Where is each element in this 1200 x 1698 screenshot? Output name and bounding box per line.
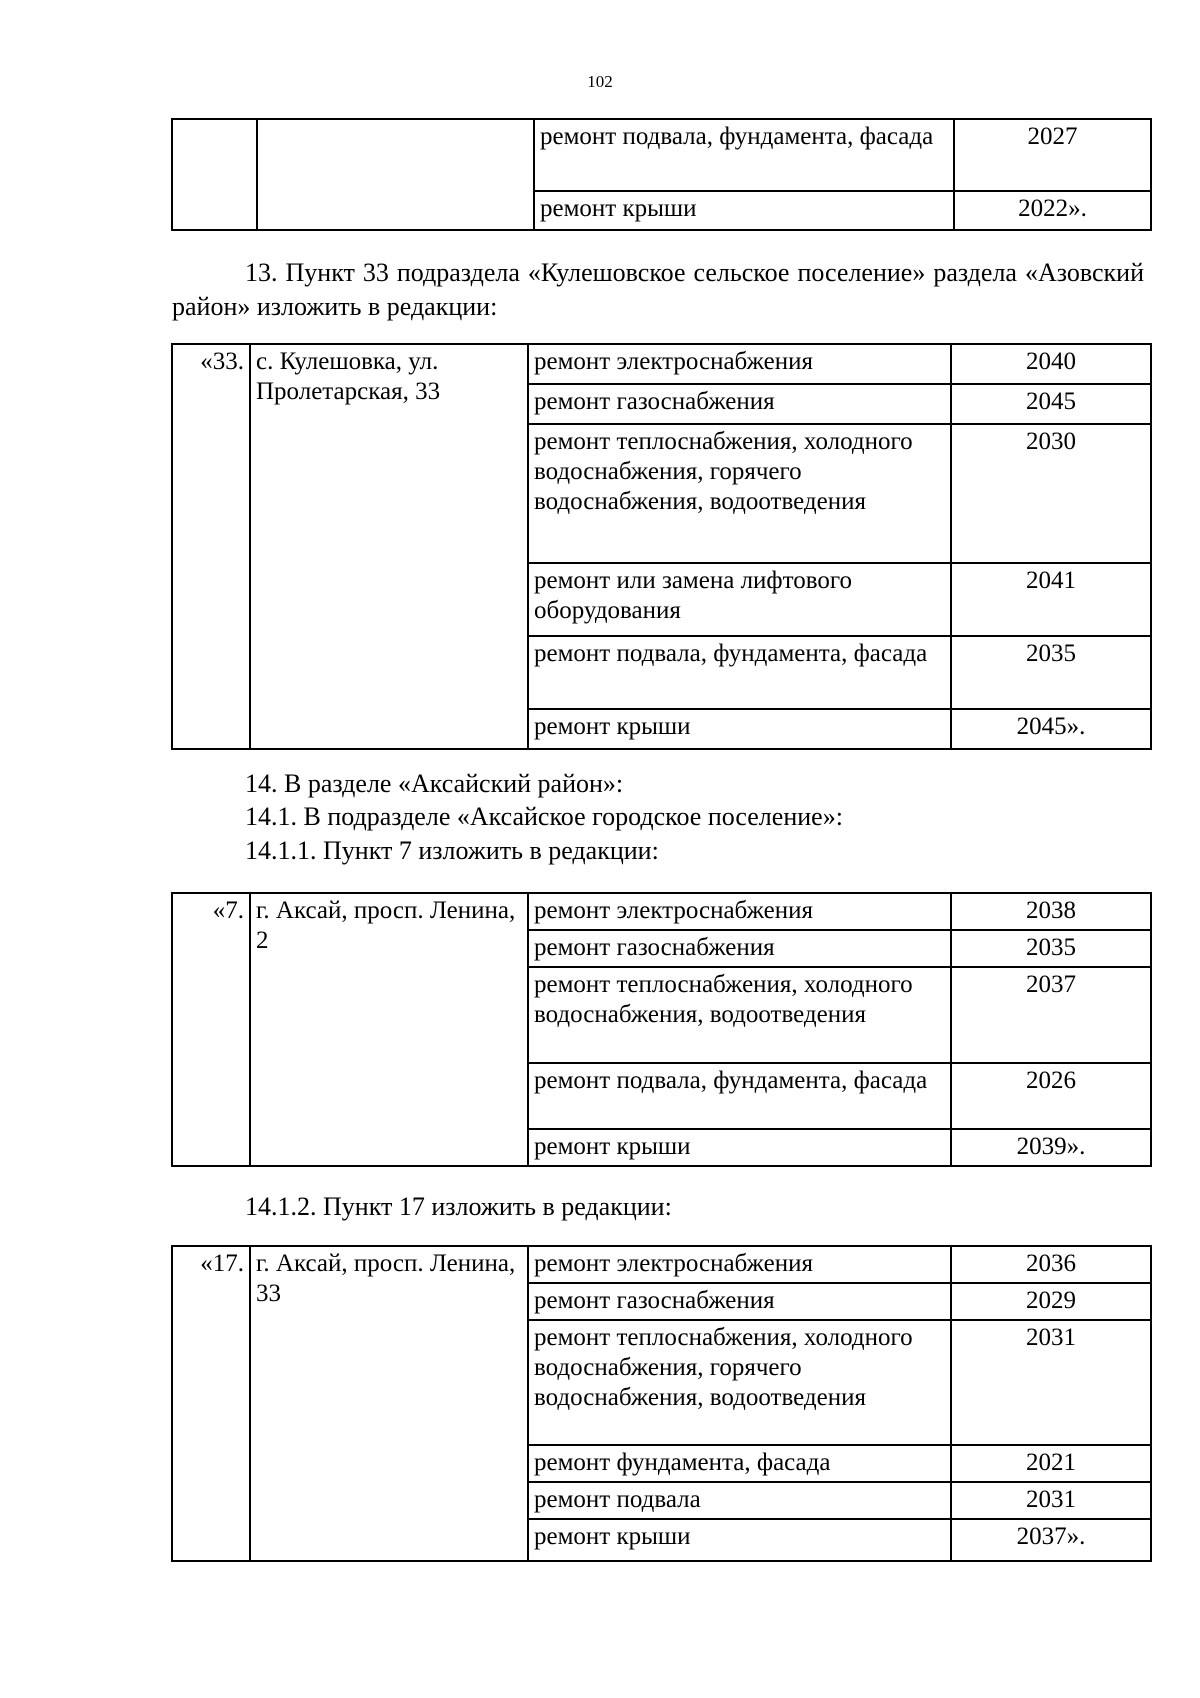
work-year: 2021 <box>951 1445 1151 1482</box>
item-number: «17. <box>172 1246 250 1561</box>
work-year: 2039». <box>951 1129 1151 1166</box>
item-address: с. Кулешовка, ул. Пролетарская, 33 <box>250 344 528 749</box>
work-type: ремонт теплоснабжения, холодного водоснабжения, водоотведения <box>528 967 951 1063</box>
housing-table-item-17 <box>171 1245 1152 1562</box>
work-year: 2035 <box>951 930 1151 967</box>
paragraph-14-1-2: 14.1.2. Пункт 17 изложить в редакции: <box>245 1192 672 1221</box>
paragraph-14: 14. В разделе «Аксайский район»: <box>245 769 624 798</box>
page-number: 102 <box>587 72 613 91</box>
work-year: 2027 <box>954 119 1151 191</box>
item-number: «7. <box>172 893 250 1166</box>
paragraph-13: 13. Пункт 33 подраздела «Кулешовское сельское поселение» раздела «Азовский район» изложить в редакции: <box>172 258 1144 321</box>
housing-table-item-33 <box>171 343 1152 750</box>
work-type: ремонт теплоснабжения, холодного водоснабжения, горячего водоснабжения, водоотведения <box>528 1320 951 1445</box>
work-year: 2041 <box>951 563 1151 636</box>
item-number <box>172 119 257 230</box>
work-type: ремонт подвала, фундамента, фасада <box>528 636 951 709</box>
work-type: ремонт теплоснабжения, холодного водоснабжения, горячего водоснабжения, водоотведения <box>528 424 951 563</box>
work-type: ремонт электроснабжения <box>528 344 951 384</box>
work-year: 2031 <box>951 1482 1151 1519</box>
item-address: г. Аксай, просп. Ленина, 33 <box>250 1246 528 1561</box>
work-type: ремонт электроснабжения <box>528 1246 951 1283</box>
table-row <box>172 119 1151 191</box>
table-row <box>172 344 1151 384</box>
work-year: 2038 <box>951 893 1151 930</box>
work-type: ремонт крыши <box>528 709 951 749</box>
work-type: ремонт крыши <box>528 1129 951 1166</box>
item-address <box>257 119 534 230</box>
work-type: ремонт подвала, фундамента, фасада <box>534 119 954 191</box>
paragraph-14-1: 14.1. В подразделе «Аксайское городское поселение»: <box>245 802 843 831</box>
work-year: 2022». <box>954 191 1151 230</box>
work-type: ремонт крыши <box>528 1519 951 1561</box>
work-type: ремонт электроснабжения <box>528 893 951 930</box>
work-year: 2037». <box>951 1519 1151 1561</box>
work-year: 2045». <box>951 709 1151 749</box>
work-type: ремонт газоснабжения <box>528 384 951 424</box>
work-year: 2037 <box>951 967 1151 1063</box>
work-year: 2029 <box>951 1283 1151 1320</box>
work-year: 2026 <box>951 1063 1151 1129</box>
table-row <box>172 893 1151 930</box>
work-type: ремонт газоснабжения <box>528 1283 951 1320</box>
work-year: 2031 <box>951 1320 1151 1445</box>
work-type: ремонт подвала, фундамента, фасада <box>528 1063 951 1129</box>
work-type: ремонт фундамента, фасада <box>528 1445 951 1482</box>
work-type: ремонт газоснабжения <box>528 930 951 967</box>
housing-table-item-7 <box>171 892 1152 1167</box>
paragraph-14-1-1: 14.1.1. Пункт 7 изложить в редакции: <box>245 836 659 865</box>
work-type: ремонт подвала <box>528 1482 951 1519</box>
item-address: г. Аксай, просп. Ленина, 2 <box>250 893 528 1166</box>
work-year: 2045 <box>951 384 1151 424</box>
work-type: ремонт или замена лифтового оборудования <box>528 563 951 636</box>
work-year: 2035 <box>951 636 1151 709</box>
work-year: 2030 <box>951 424 1151 563</box>
work-year: 2036 <box>951 1246 1151 1283</box>
work-year: 2040 <box>951 344 1151 384</box>
housing-table-continuation <box>171 118 1152 231</box>
table-row <box>172 1246 1151 1283</box>
item-number: «33. <box>172 344 250 749</box>
work-type: ремонт крыши <box>534 191 954 230</box>
